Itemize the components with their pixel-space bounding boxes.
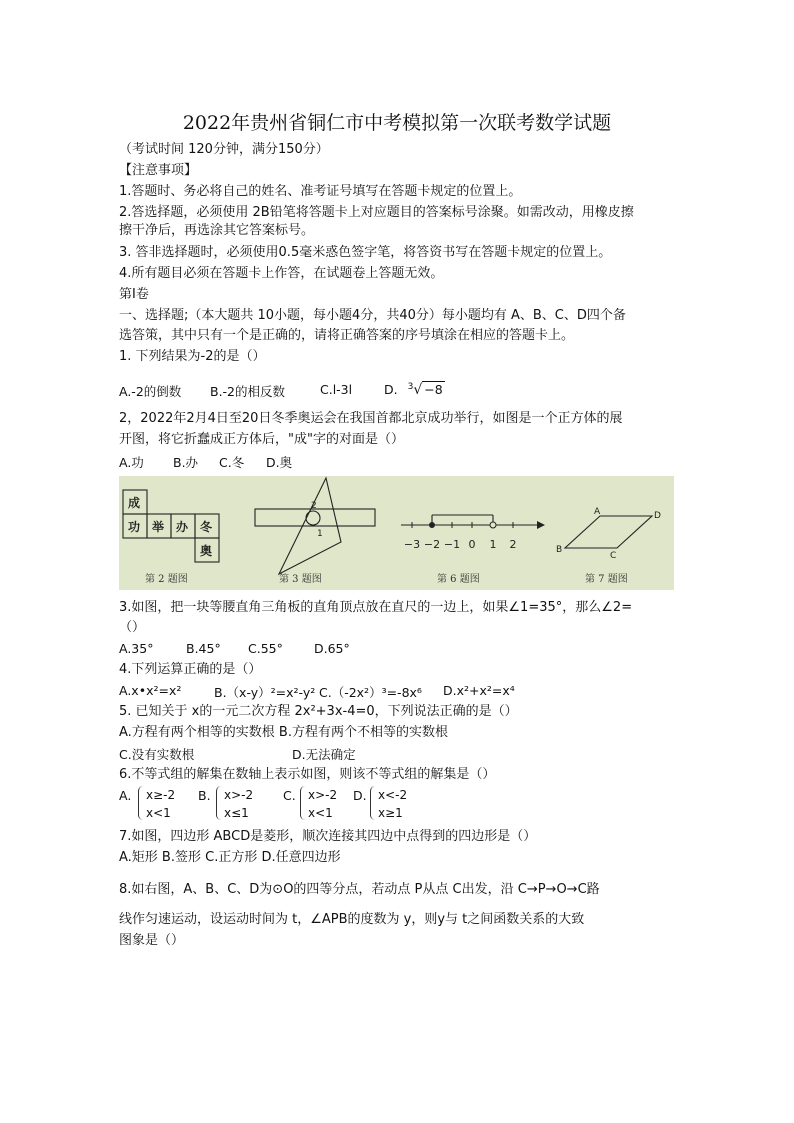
q4-stem: 4.下列运算正确的是（） bbox=[119, 662, 262, 677]
q5-option-c: C.没有实数根 bbox=[119, 747, 195, 762]
q4-option-a: A.x•x²=x² bbox=[119, 683, 182, 698]
q1-option-c: C.l-3l bbox=[320, 382, 353, 397]
q6-option-c-label: C. bbox=[283, 788, 296, 803]
inequality-2: x≤1 bbox=[224, 806, 249, 820]
inequality-2: x<1 bbox=[146, 806, 171, 820]
q2-option-c: C.冬 bbox=[219, 455, 245, 470]
caption-fig6: 第 6 题图 bbox=[437, 574, 480, 585]
notice-2: 2.答选择题，必须使用 2B铅笔将答题卡上对应题目的答案标号涂聚。如需改动，用橡皮擦 bbox=[119, 205, 634, 220]
q1-option-b: B.-2的相反数 bbox=[210, 384, 286, 399]
caption-fig2: 第 2 题图 bbox=[145, 574, 188, 585]
brace-icon bbox=[216, 786, 223, 820]
q1-option-d bbox=[384, 382, 445, 398]
q6-option-a-label: A. bbox=[119, 788, 132, 803]
notice-1: 1.答题时、务必将自己的姓名、准考证号填写在答题卡规定的位置上。 bbox=[119, 184, 522, 199]
vertex-b: B bbox=[556, 545, 563, 555]
q3-option-d: D.65° bbox=[314, 641, 350, 656]
caption-fig7: 第 7 题图 bbox=[585, 574, 628, 585]
q3-option-c: C.55° bbox=[248, 641, 283, 656]
cube-label-5: 冬 bbox=[200, 520, 213, 534]
inequality-1: x>-2 bbox=[224, 788, 254, 802]
exam-info: （考试时间 120分钟，满分150分） bbox=[119, 142, 329, 157]
inequality-2: x<1 bbox=[308, 806, 333, 820]
q6-option-b-label: B. bbox=[198, 788, 211, 803]
number-line-arrow bbox=[537, 521, 545, 529]
tick-label: 0 bbox=[468, 538, 476, 551]
triangle-hole bbox=[306, 511, 320, 525]
brace-icon bbox=[300, 786, 307, 820]
angle-2-label: 2 bbox=[311, 501, 317, 511]
q4-option-d: D.x²+x²=x⁴ bbox=[443, 683, 515, 698]
q1-option-d-label: D. bbox=[384, 382, 398, 398]
inequality-1: x>-2 bbox=[308, 788, 338, 802]
notice-4: 4.所有题目必须在答题卡上作答，在试题卷上答题无效。 bbox=[119, 266, 444, 281]
q6-option-a-system bbox=[138, 786, 198, 822]
q2-stem-1: 2，2022年2月4日至20日冬季奥运会在我国首都北京成功举行，如图是一个正方体的展 bbox=[119, 411, 623, 426]
q5-option-d: D.无法确定 bbox=[292, 747, 356, 762]
q5-options-ab: A.方程有两个相等的实数根 B.方程有两个不相等的实数根 bbox=[119, 725, 448, 740]
tick-label: 1 bbox=[489, 538, 497, 551]
figure-band bbox=[119, 476, 674, 590]
q5-stem: 5. 已知关于 x的一元二次方程 2x²+3x-4=0，下列说法正确的是（） bbox=[119, 704, 518, 719]
q8-stem-3: 图象是（） bbox=[119, 933, 185, 948]
q1-stem: 1. 下列结果为-2的是（） bbox=[119, 349, 266, 364]
figures-svg bbox=[119, 476, 674, 590]
q2-option-b: B.办 bbox=[173, 455, 199, 470]
cube-root-index: 3 bbox=[407, 382, 414, 392]
brace-icon bbox=[138, 786, 145, 820]
cube-label-2: 功 bbox=[128, 520, 141, 534]
q4-option-c: C.（-2x²）³=-8x⁶ bbox=[319, 685, 422, 700]
tick-label: −3 bbox=[403, 538, 421, 551]
inequality-1: x≥-2 bbox=[146, 788, 176, 802]
vertex-d: D bbox=[654, 511, 661, 521]
q2-option-a: A.功 bbox=[119, 455, 144, 470]
section-title: 第Ⅰ卷 bbox=[119, 287, 149, 302]
tick-label: 2 bbox=[509, 538, 517, 551]
radicand: −8 bbox=[424, 382, 443, 398]
q8-stem-1: 8.如右图，A、B、C、D为⊙O的四等分点，若动点 P从点 C出发，沿 C→P→O→C路 bbox=[119, 882, 600, 897]
q6-option-b-system bbox=[216, 786, 276, 822]
q6-option-d-system bbox=[370, 786, 430, 822]
q8-stem-2: 线作匀速运动，设运动时间为 t，∠APB的度数为 y，则y与 t之间函数关系的大致 bbox=[119, 912, 585, 927]
q3-stem-2: （） bbox=[119, 620, 146, 635]
section-intro-1: 一、选择题;（本大题共 10小题，每小题4分，共40分）每小题均有 A、B、C、D四个备 bbox=[119, 308, 626, 323]
cube-label-4: 办 bbox=[176, 520, 189, 534]
vertex-c: C bbox=[610, 551, 617, 561]
q7-stem: 7.如图，四边形 ABCD是菱形，顺次连接其四边中点得到的四边形是（） bbox=[119, 829, 537, 844]
notice-3: 3. 答非选择题时，必须使用0.5毫米惑色签字笔，将答资书写在答题卡规定的位置上。 bbox=[119, 245, 612, 260]
q3-stem-1: 3.如图，把一块等腰直角三角板的直角顶点放在直尺的一边上，如果∠1=35°，那么∠2= bbox=[119, 600, 633, 615]
q6-stem: 6.不等式组的解集在数轴上表示如图，则该不等式组的解集是（） bbox=[119, 767, 496, 782]
tick-label: −2 bbox=[423, 538, 441, 551]
cube-label-3: 举 bbox=[152, 520, 165, 534]
q3-option-b: B.45° bbox=[186, 641, 221, 656]
vertex-a: A bbox=[594, 507, 601, 517]
q4-option-b: B.（x-y）²=x²-y² bbox=[214, 685, 316, 700]
notice-header: 【注意事项】 bbox=[119, 163, 198, 178]
q6-option-d-label: D. bbox=[353, 788, 367, 803]
q3-option-a: A.35° bbox=[119, 641, 154, 656]
inequality-2: x≥1 bbox=[378, 806, 403, 820]
cube-label-6: 奥 bbox=[200, 544, 213, 558]
caption-fig3: 第 3 题图 bbox=[279, 574, 322, 585]
radical-sign: √ bbox=[413, 382, 423, 399]
notice-2-cont: 擦干净后，再选涂其它答案标号。 bbox=[119, 223, 315, 238]
open-dot bbox=[490, 522, 496, 528]
closed-dot bbox=[429, 522, 435, 528]
parallelogram-shape bbox=[565, 516, 652, 548]
cube-label-1: 成 bbox=[128, 496, 141, 510]
q7-options: A.矩形 B.签形 C.正方形 D.任意四边形 bbox=[119, 850, 341, 865]
tick-label: −1 bbox=[443, 538, 461, 551]
angle-1-label: 1 bbox=[317, 529, 323, 539]
brace-icon bbox=[370, 786, 377, 820]
page-title: 2022年贵州省铜仁市中考模拟第一次联考数学试题 bbox=[182, 112, 612, 134]
inequality-1: x<-2 bbox=[378, 788, 408, 802]
q2-stem-2: 开图，将它折蠢成正方体后，"成"字的对面是（） bbox=[119, 432, 404, 447]
q1-option-a: A.-2的倒数 bbox=[119, 384, 182, 399]
section-intro-2: 选答策，其中只有一个是正确的，请将正确答案的序号填涂在相应的答题卡上。 bbox=[119, 328, 575, 343]
q2-option-d: D.奥 bbox=[266, 455, 293, 470]
q6-option-c-system bbox=[300, 786, 360, 822]
